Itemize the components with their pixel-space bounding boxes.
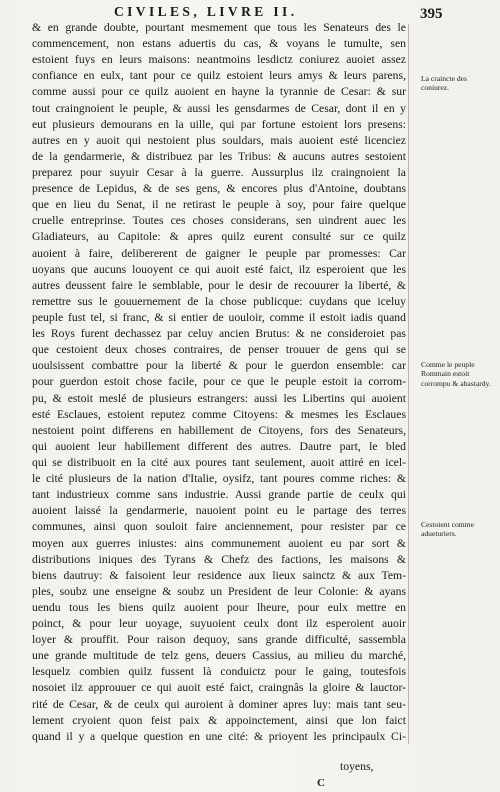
text-line: cruelle entreprinse. Toutes ces choses considerans, sen uindrent auec les [32, 214, 406, 228]
text-line: quand il y a quelque question en une cité: & prioyent les principaulx Ci- [32, 729, 406, 743]
running-title: CIVILES, LIVRE II. [114, 4, 298, 19]
text-line: Gladiateurs, au Capitole: & apres quilz eurent consulté sur ce quilz [32, 230, 406, 244]
text-line: de la gendarmerie, & distribuez par les Tribus: & aucuns autres sestoient [32, 149, 406, 163]
text-line: nosoiet ilz approuuer ce qui auoit esté faict, craingnâs la gloire & lauctor- [32, 681, 406, 695]
text-line: pour guerdon estoit chose facile, pour ce que le peuple estoit ia corrom- [32, 375, 406, 389]
text-line: poinct, & pour leur uoyage, suyuoient ceulx dont ilz esperoient auoir [32, 617, 406, 631]
margin-note: Cestoient comme adueturiers. [421, 520, 474, 539]
text-line: nestoient point differens en habillement de Citoyens, fors des Senateurs, [32, 423, 406, 437]
text-line: biens dautruy: & faisoient leur residence aux lieux sainctz & aux Tem- [32, 568, 406, 582]
text-line: le cité plusieurs de la nation d'Italie, oysifz, tant poures comme riches: & [32, 472, 406, 486]
text-line: uoulsissent combattre pour la liberté & pour le guerdon ensemble: car [32, 359, 406, 373]
text-line: estoient fuys en leurs maisons: neantmoins lesdictz coniurez auoiet assez [32, 53, 406, 67]
text-line: uoyans que aucuns louoyent ce qui auoit esté faict, ilz esperoient que les [32, 262, 406, 276]
text-line: rité de Cesar, & de ceulx qui auroient à dominer apres luy: mais tant seu- [32, 697, 406, 711]
margin-rule [408, 24, 409, 744]
catchword-word: toyens, [340, 760, 374, 773]
text-line: une grande multitude de telz gens, deuers Cassius, au milieu du marché, [32, 649, 406, 663]
text-line: auoient à faire, delibererent de gaigner le peuple par promesses: Car [32, 246, 406, 260]
text-line: qui se distribuoit en la cité aux poures tant seulement, auoit attiré en icel- [32, 455, 406, 469]
text-line: comme aussi pour ce quilz auoient en hayne la tyrannie de Cesar: & sur [32, 85, 406, 99]
text-line: loyer & prouffit. Pour raison dequoy, sans grande difficulté, sassembla [32, 633, 406, 647]
text-line: presence de Lepidus, & de ses gens, & encores plus d'Antoine, doubtans [32, 182, 406, 196]
text-line: ples, soubz une enseigne & soubz un President de leur Colonie: & ayans [32, 584, 406, 598]
text-line: communes, ainsi quon souloit faire anciennement, pour resister par ce [32, 520, 406, 534]
text-line: confiance en eulx, tant pour ce quilz estoient leurs amys & leurs parens, [32, 69, 406, 83]
text-line: preparez pour suyuir Cesar à la guerre. Aussurplus ilz craingnoient la [32, 165, 406, 179]
margin-note: Comme le peuple Rommain estoit corrompu & abastardy. [421, 360, 491, 388]
text-line: auoient laissé la gendarmerie, nauoient point eu le partage des terres [32, 504, 406, 518]
text-line: tant industrieux comme sans industrie. Aussi grande partie de ceulx qui [32, 488, 406, 502]
margin-note: La craincte des coniurez. [421, 74, 467, 93]
text-line: commencement, non estans aduertis du cas, & voyans le tumulte, sen [32, 37, 406, 51]
text-line: moyen aux guerres iniustes: ains communement auoient eu par sort & [32, 536, 406, 550]
text-line: esté Esclaues, estoient reputez comme Citoyens: & mesmes les Esclaues [32, 407, 406, 421]
text-line: & en grande doubte, pourtant mesmement que tous les Senateurs des le [32, 21, 406, 34]
text-line: pu, & estoit meslé de plusieurs estrangers: aussi les Libertins qui auoient [32, 391, 406, 405]
text-line: peuple fust tel, si franc, & si entier de uouloir, comme il estoit iadis quand [32, 310, 406, 324]
page-number: 395 [420, 6, 443, 22]
text-line: remettre sus le gouuernement de la chose publicque: cuydans que iceluy [32, 294, 406, 308]
text-line: que en lieu du Senat, il ne retirast le peuple à soy, pour faire quelque [32, 198, 406, 212]
text-line: autres en y auoit qui nestoient plus souldars, mais auoient esté licenciez [32, 133, 406, 147]
body-text [32, 20, 406, 745]
text-line: qui auoient leur habillement different des autres. Dautre part, le bled [32, 439, 406, 453]
text-line: tout craingnoient le peuple, & aussi les gensdarmes de Cesar, dont il en y [32, 101, 406, 115]
text-line: lement cryoient quon feist paix & appoinctement, ainsi que lon faict [32, 713, 406, 727]
text-line: autres deussent faire le semblable, pour le desir de recouurer la liberté, & [32, 278, 406, 292]
text-line: lesquelz combien quilz fussent là conduictz pour le gaing, toutesfois [32, 665, 406, 679]
text-line: uendu tous les biens quilz auoient pour lheure, pour eulx mettre en [32, 600, 406, 614]
text-line: les Roys furent dechassez par celuy ancien Brutus: & ne consideroiet pas [32, 327, 406, 341]
text-line: eut plusieurs demourans en la uille, qui par fortune estoient lors presens: [32, 117, 406, 131]
signature-mark: C [317, 777, 325, 789]
text-line: distributions iniques des Tyrans & Chefz des factions, les maisons & [32, 552, 406, 566]
text-line: que cestoient deux choses contraires, de penser trouuer de gens qui se [32, 343, 406, 357]
